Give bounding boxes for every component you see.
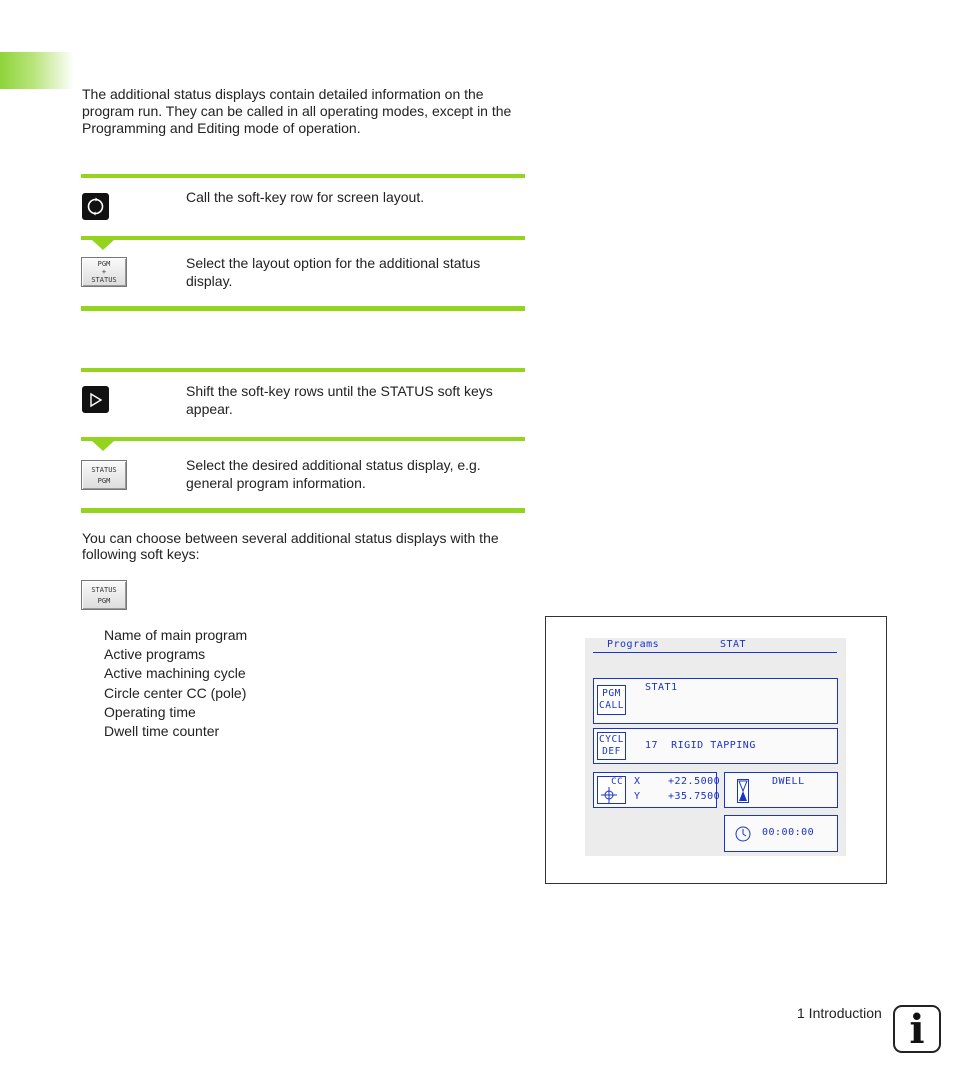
softkey-label: + <box>101 268 107 276</box>
header-underline <box>593 652 837 653</box>
hourglass-icon <box>737 779 749 803</box>
info-icon: i <box>893 1005 941 1053</box>
cc-icon: CC <box>597 776 626 804</box>
list-item: Dwell time counter <box>104 723 220 740</box>
list-item: Name of main program <box>104 627 248 643</box>
clock-icon <box>735 826 751 842</box>
softkey-label: STATUS <box>91 585 117 594</box>
list-item: Active programs <box>104 646 206 663</box>
pgm-call-box <box>593 678 838 724</box>
intro-paragraph: The additional status displays contain detailed information on the program run. They can be called in all operating modes, except in the Programming and Editing mode of operation. <box>82 86 512 136</box>
cycle-arrows-icon <box>85 196 106 217</box>
play-triangle-icon <box>88 392 104 408</box>
dwell-label: DWELL <box>772 776 805 787</box>
chapter-footer: 1 Introduction <box>797 1005 882 1021</box>
screen-header-stat: STAT <box>720 639 747 650</box>
softkey-label: STATUS <box>91 276 117 284</box>
chapter-tab-marker <box>0 52 74 89</box>
list-item: Circle center CC (pole) <box>104 684 247 701</box>
status-items-list <box>104 626 247 741</box>
status-pgm-softkey[interactable] <box>81 460 127 490</box>
y-value: +35.7500 <box>668 791 721 802</box>
step-divider <box>81 306 525 311</box>
list-item: Operating time <box>104 703 196 720</box>
list-item: Active machining cycle <box>104 665 246 682</box>
softkey-label: PGM <box>97 596 111 605</box>
step-divider <box>81 437 525 441</box>
x-label: X <box>634 776 641 787</box>
cycl-def-icon: CYCL DEF <box>597 732 626 760</box>
softkey-label: STATUS <box>91 465 117 474</box>
screen-header-programs: Programs <box>607 639 660 650</box>
pgm-call-icon: PGM CALL <box>597 685 626 715</box>
choose-paragraph: You can choose between several additional status displays with the following soft keys: <box>82 530 499 562</box>
step-divider <box>81 236 525 240</box>
step-text: Select the desired additional status display, e.g. general program information. <box>186 457 481 491</box>
operating-time-box <box>724 815 838 852</box>
arrow-down-icon <box>92 441 114 451</box>
step-divider <box>81 174 525 178</box>
program-name: STAT1 <box>645 682 678 693</box>
screen-layout-key[interactable] <box>82 193 109 220</box>
x-value: +22.5000 <box>668 776 721 787</box>
step-divider <box>81 368 525 372</box>
pgm-status-softkey[interactable] <box>81 257 127 287</box>
dwell-box <box>724 772 838 808</box>
crosshair-icon <box>601 787 617 803</box>
next-softkey-row-key[interactable] <box>82 386 109 413</box>
y-label: Y <box>634 791 641 802</box>
softkey-label: PGM <box>97 476 111 485</box>
softkey-label: PGM <box>97 260 111 268</box>
step-text: Call the soft-key row for screen layout. <box>186 189 425 205</box>
circle-center-box <box>593 772 721 808</box>
arrow-down-icon <box>92 240 114 250</box>
cycle-text: 17 RIGID TAPPING <box>645 740 756 751</box>
operating-time: 00:00:00 <box>762 827 815 838</box>
cycle-box <box>593 728 838 764</box>
step-divider <box>81 508 525 513</box>
status-pgm-softkey[interactable] <box>81 580 127 610</box>
status-screen <box>585 638 846 856</box>
step-text: Select the layout option for the additional status display. <box>186 255 481 289</box>
step-text: Shift the soft-key rows until the STATUS soft keys appear. <box>186 383 493 417</box>
